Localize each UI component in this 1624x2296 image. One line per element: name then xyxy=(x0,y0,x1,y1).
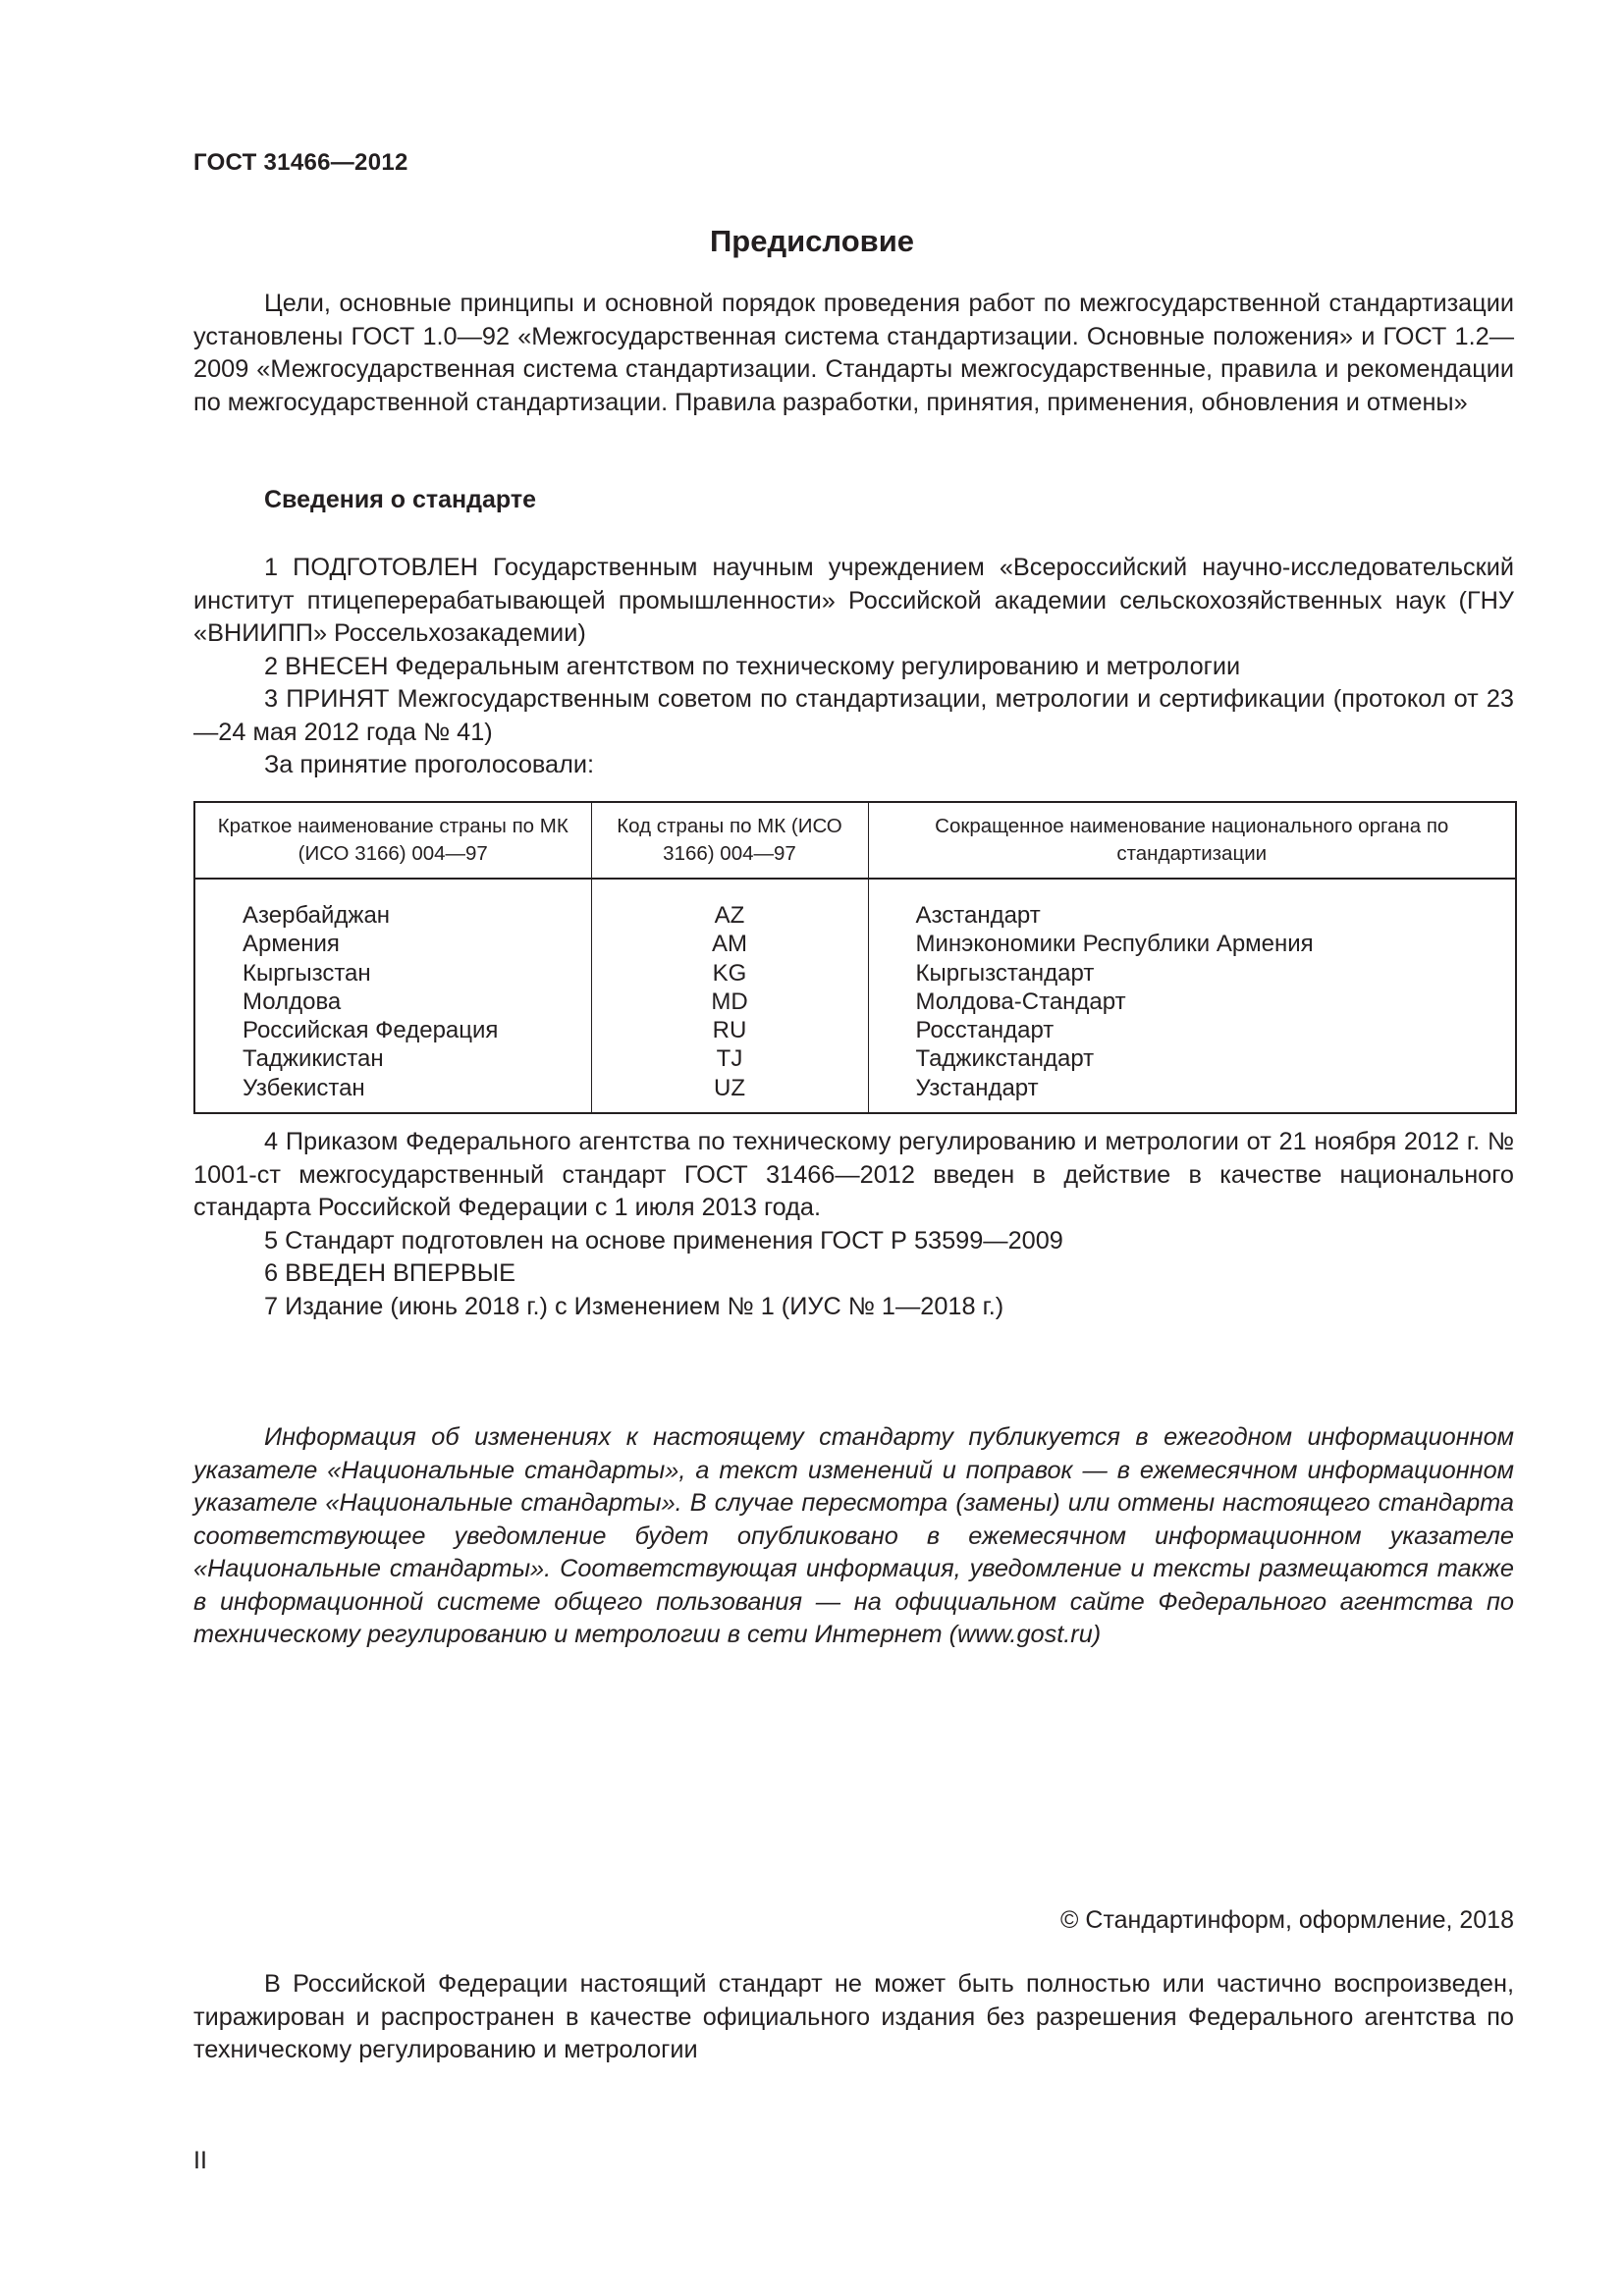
item-edition: 7 Издание (июнь 2018 г.) с Изменением № 1 (ИУС № 1—2018 г.) xyxy=(264,1292,1004,1320)
voting-countries-table xyxy=(193,801,1517,1114)
header-organ: Сокращенное наименование национального органа по стандартизации xyxy=(868,802,1516,879)
country-cell: Узбекистан xyxy=(243,1074,365,1101)
organ-cell: Кыргызстандарт xyxy=(915,959,1095,987)
code-cell: TJ xyxy=(716,1045,743,1073)
page-number: II xyxy=(193,2147,207,2174)
organ-cell: Таджикстандарт xyxy=(915,1045,1095,1073)
item-submitted: 2 ВНЕСЕН Федеральным агентством по техническому регулированию и метрологии xyxy=(264,652,1241,680)
code-cell: UZ xyxy=(714,1074,745,1101)
changes-notice: Информация об изменениях к настоящему стандарту публикуется в ежегодном информационном указателе «Национальные стандарты», а текст изменений и поправок — в ежемесячном информационном указателе «Национальные стандарты». В случае пересмотра (замены) или отмены настоящего стандарта соответствующее уведомление будет опубликовано в ежемесячном информационном указателе «Национальные стандарты». Соответствующая информация, уведомление и тексты размещаются также в информационной системе общего пользования — на официальном сайте Федерального агентства по техническому регулированию и метрологии в сети Интернет (www.gost.ru) xyxy=(193,1423,1514,1648)
voted-label: За принятие проголосовали: xyxy=(264,751,595,778)
changes-notice-section xyxy=(193,1421,1514,1652)
document-code: ГОСТ 31466—2012 xyxy=(193,149,408,176)
country-cell: Кыргызстан xyxy=(243,959,371,987)
standard-info-heading: Сведения о стандарте xyxy=(264,486,537,513)
code-cell: RU xyxy=(712,1017,747,1044)
country-cell: Армения xyxy=(243,931,340,958)
item-adopted: 3 ПРИНЯТ Межгосударственным советом по стандартизации, метрологии и сертификации (протокол от 23—24 мая 2012 года № 41) xyxy=(193,685,1514,746)
organ-cell: Росстандарт xyxy=(915,1017,1055,1044)
country-cell: Российская Федерация xyxy=(243,1017,499,1044)
table-header-row xyxy=(194,802,1516,879)
code-cell: MD xyxy=(711,988,748,1015)
organ-cell: Молдова-Стандарт xyxy=(915,988,1126,1015)
item-introduced: 6 ВВЕДЕН ВПЕРВЫЕ xyxy=(264,1259,515,1287)
organ-cell: Азстандарт xyxy=(915,902,1041,929)
page-title: Предисловие xyxy=(709,224,914,258)
country-cell: Молдова xyxy=(243,988,342,1015)
country-cell: Азербайджан xyxy=(243,902,391,929)
code-column xyxy=(591,879,868,1113)
item-based-on: 5 Стандарт подготовлен на основе применения ГОСТ Р 53599—2009 xyxy=(264,1226,1063,1255)
header-country: Краткое наименование страны по МК (ИСО 3166) 004—97 xyxy=(194,802,591,879)
code-cell: AM xyxy=(712,931,747,958)
standard-info-section xyxy=(193,552,1514,782)
header-code: Код страны по МК (ИСО 3166) 004—97 xyxy=(591,802,868,879)
country-column xyxy=(194,879,591,1113)
copyright-line: © Стандартинформ, оформление, 2018 xyxy=(1060,1906,1514,1934)
item-order: 4 Приказом Федерального агентства по техническому регулированию и метрологии от 21 ноября 2012 г. № 1001-ст межгосударственный стандарт ГОСТ 31466—2012 введен в действие в качестве национального стандарта Российской Федерации с 1 июля 2013 года. xyxy=(193,1128,1514,1221)
intro-paragraph: Цели, основные принципы и основной порядок проведения работ по межгосударственной стандартизации установлены ГОСТ 1.0—92 «Межгосударственная система стандартизации. Основные положения» и ГОСТ 1.2—2009 «Межгосударственная система стандартизации. Стандарты межгосударственные, правила и рекомендации по межгосударственной стандартизации. Правила разработки, принятия, применения, обновления и отмены» xyxy=(193,290,1514,416)
code-cell: AZ xyxy=(714,902,745,929)
code-cell: KG xyxy=(712,959,747,987)
enactment-section xyxy=(193,1126,1514,1323)
legal-section xyxy=(193,1968,1514,2067)
legal-notice: В Российской Федерации настоящий стандарт не может быть полностью или частично воспроизведен, тиражирован и распространен в качестве официального издания без разрешения Федерального агентства по техническому регулированию и метрологии xyxy=(193,1970,1514,2063)
country-cell: Таджикистан xyxy=(243,1045,384,1073)
organ-column xyxy=(868,879,1516,1113)
organ-cell: Узстандарт xyxy=(915,1074,1039,1101)
organ-cell: Минэкономики Республики Армения xyxy=(915,931,1314,958)
item-prepared: 1 ПОДГОТОВЛЕН Государственным научным учреждением «Всероссийский научно-исследовательский институт птицеперерабатывающей промышленности» Российской академии сельскохозяйственных наук (ГНУ «ВНИИПП» Россельхозакадемии) xyxy=(193,554,1514,647)
intro-section xyxy=(193,288,1514,419)
table-body-row xyxy=(194,879,1516,1113)
